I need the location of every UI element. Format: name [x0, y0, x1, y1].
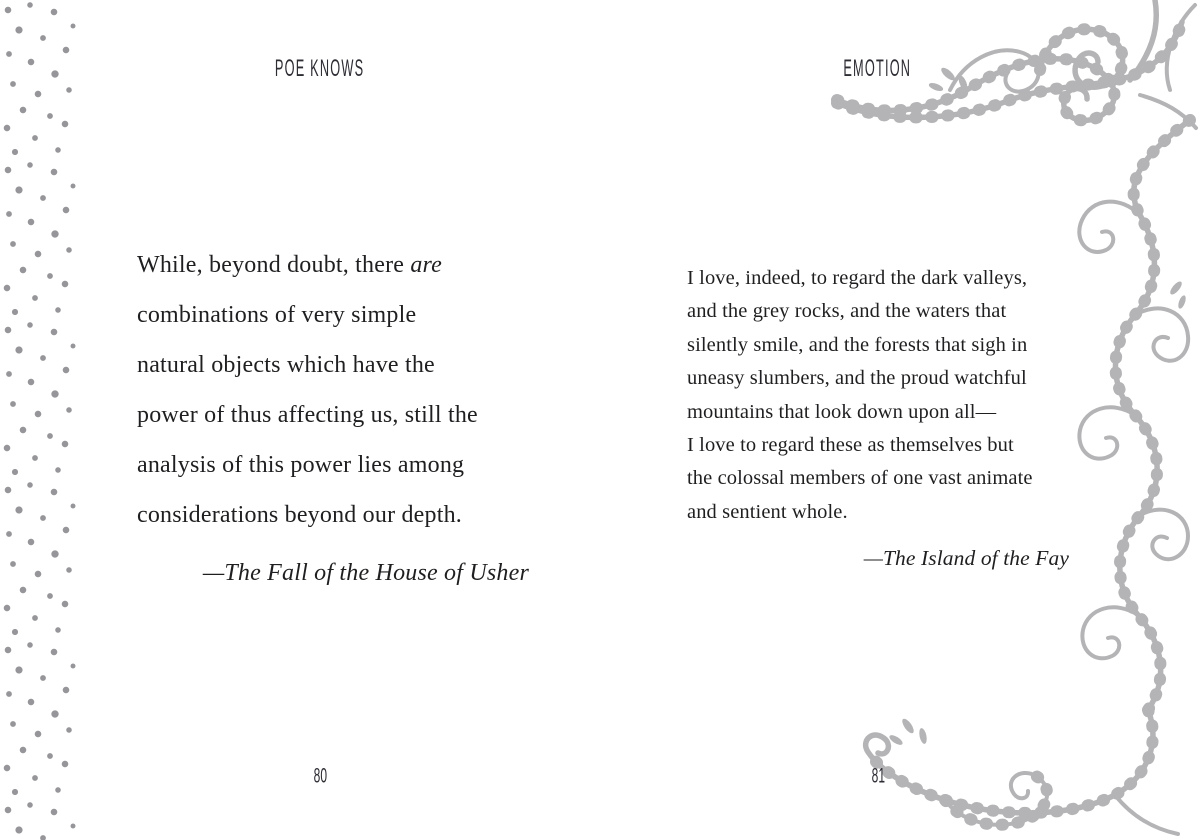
quote-line: and the grey rocks, and the waters that: [687, 300, 1007, 323]
left-running-header: [220, 52, 420, 82]
quote-line: analysis of this power lies among: [137, 452, 465, 478]
right-quote-block: [687, 262, 1087, 576]
left-quote-attribution: —The Fall of the House of Usher: [202, 560, 529, 586]
left-folio-text: 80: [313, 764, 327, 788]
quote-line: uneasy slumbers, and the proud watchful: [687, 367, 1027, 390]
scattered-dots-border: [0, 0, 82, 840]
quote-line: silently smile, and the forests that sigh in: [687, 333, 1028, 356]
quote-line: I love to regard these as themselves but: [687, 434, 1014, 457]
left-page-number: [270, 760, 370, 788]
right-running-header: [777, 52, 977, 82]
left-quote-block: [137, 240, 557, 598]
right-quote-attribution: —The Island of the Fay: [863, 546, 1069, 571]
quote-line: considerations beyond our depth.: [137, 502, 462, 528]
quote-line: combinations of very simple: [137, 302, 417, 328]
quote-line: power of thus affecting us, still the: [137, 402, 478, 428]
right-page-number: [828, 760, 928, 788]
right-folio-text: 81: [871, 764, 885, 788]
quote-line: natural objects which have the: [137, 352, 435, 378]
right-header-text: EMOTION: [843, 54, 911, 82]
quote-line: I love, indeed, to regard the dark valleys,: [687, 267, 1028, 289]
quote-emphasis-word: are: [410, 252, 443, 278]
quote-line-text: While, beyond doubt, there: [137, 252, 411, 278]
left-header-text: POE KNOWS: [275, 54, 365, 82]
quote-line: mountains that look down upon all—: [687, 400, 997, 423]
quote-line: the colossal members of one vast animate: [687, 467, 1033, 490]
quote-line: and sentient whole.: [687, 500, 848, 523]
quote-line: [137, 240, 557, 290]
